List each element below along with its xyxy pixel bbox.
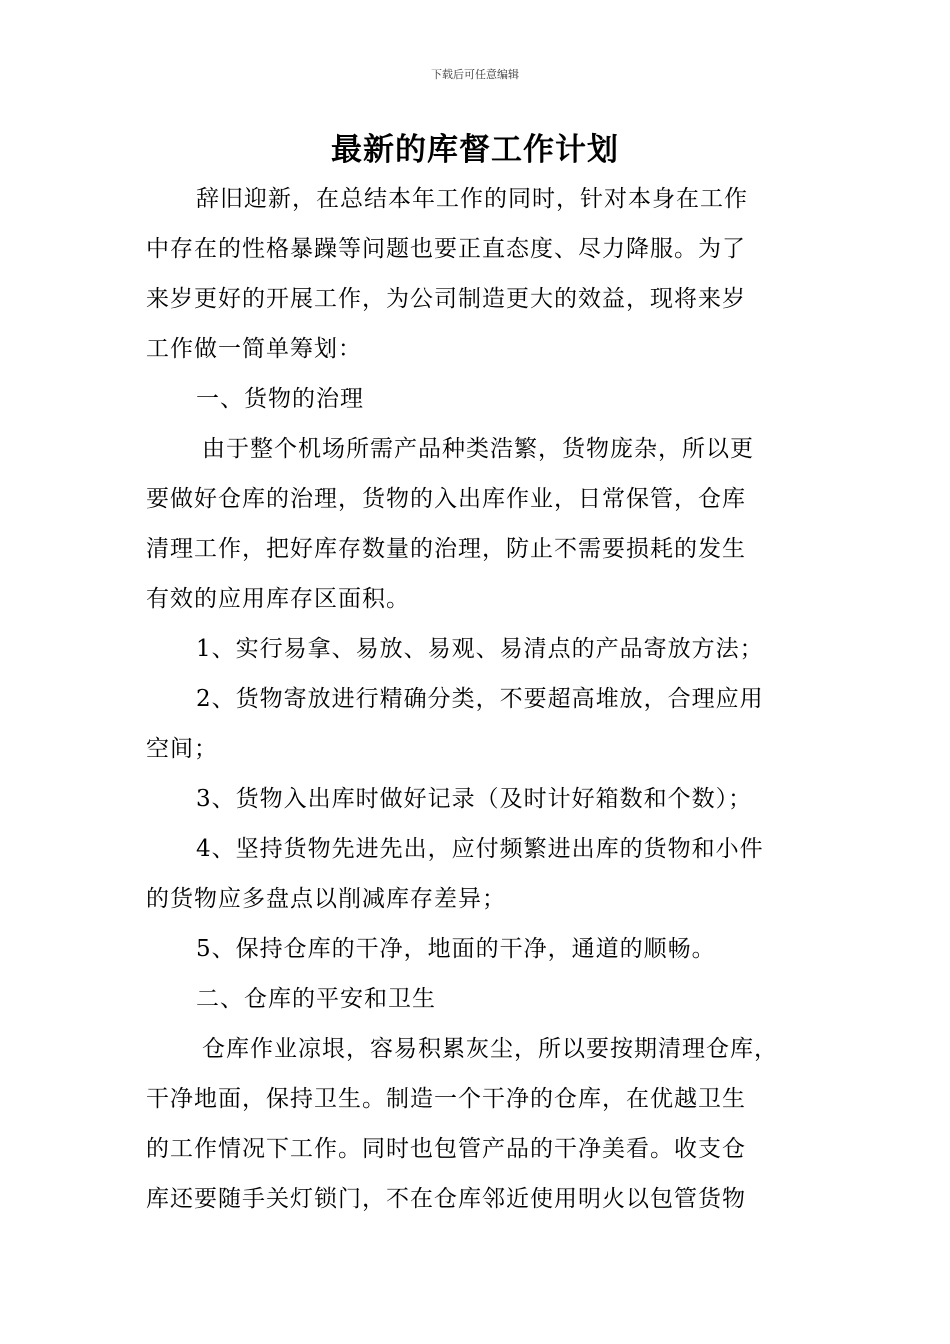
section-heading: 一、货物的治理 bbox=[196, 386, 364, 412]
paragraph-line: 中存在的性格暴躁等问题也要正直态度、尽力降服。为了 bbox=[146, 236, 746, 262]
paragraph-line: 干净地面，保持卫生。制造一个干净的仓库，在优越卫生 bbox=[146, 1086, 746, 1112]
paragraph-line: 工作做一简单筹划： bbox=[146, 336, 362, 362]
list-item: 4、坚持货物先进先出，应付频繁进出库的货物和小件 bbox=[196, 836, 764, 862]
list-item: 2、货物寄放进行精确分类，不要超高堆放，合理应用 bbox=[196, 686, 764, 712]
document-title: 最新的库督工作计划 bbox=[331, 132, 619, 168]
paragraph-line: 库还要随手关灯锁门，不在仓库邻近使用明火以包管货物 bbox=[146, 1186, 746, 1212]
list-item: 3、货物入出库时做好记录（及时计好箱数和个数）； bbox=[196, 786, 753, 812]
paragraph-line: 辞旧迎新，在总结本年工作的同时，针对本身在工作 bbox=[196, 186, 748, 212]
section-heading: 二、仓库的平安和卫生 bbox=[196, 986, 436, 1012]
header-note: 下载后可任意编辑 bbox=[431, 68, 519, 81]
paragraph-line: 清理工作，把好库存数量的治理，防止不需要损耗的发生 bbox=[146, 536, 746, 562]
paragraph-line: 要做好仓库的治理，货物的入出库作业，日常保管，仓库 bbox=[146, 486, 746, 512]
paragraph-line: 的货物应多盘点以削减库存差异； bbox=[146, 886, 506, 912]
paragraph-line: 仓库作业凉垠，容易积累灰尘，所以要按期清理仓库， bbox=[202, 1036, 778, 1062]
paragraph-line: 来岁更好的开展工作，为公司制造更大的效益，现将来岁 bbox=[146, 286, 746, 312]
document-body bbox=[146, 174, 806, 1224]
paragraph-line: 空间； bbox=[146, 736, 218, 762]
paragraph-line: 的工作情况下工作。同时也包管产品的干净美看。收支仓 bbox=[146, 1136, 746, 1162]
paragraph-line: 由于整个机场所需产品种类浩繁，货物庞杂，所以更 bbox=[202, 436, 754, 462]
list-item: 5、保持仓库的干净，地面的干净，通道的顺畅。 bbox=[196, 936, 716, 962]
paragraph-line: 有效的应用库存区面积。 bbox=[146, 586, 410, 612]
list-item: 1、实行易拿、易放、易观、易清点的产品寄放方法； bbox=[196, 636, 764, 662]
